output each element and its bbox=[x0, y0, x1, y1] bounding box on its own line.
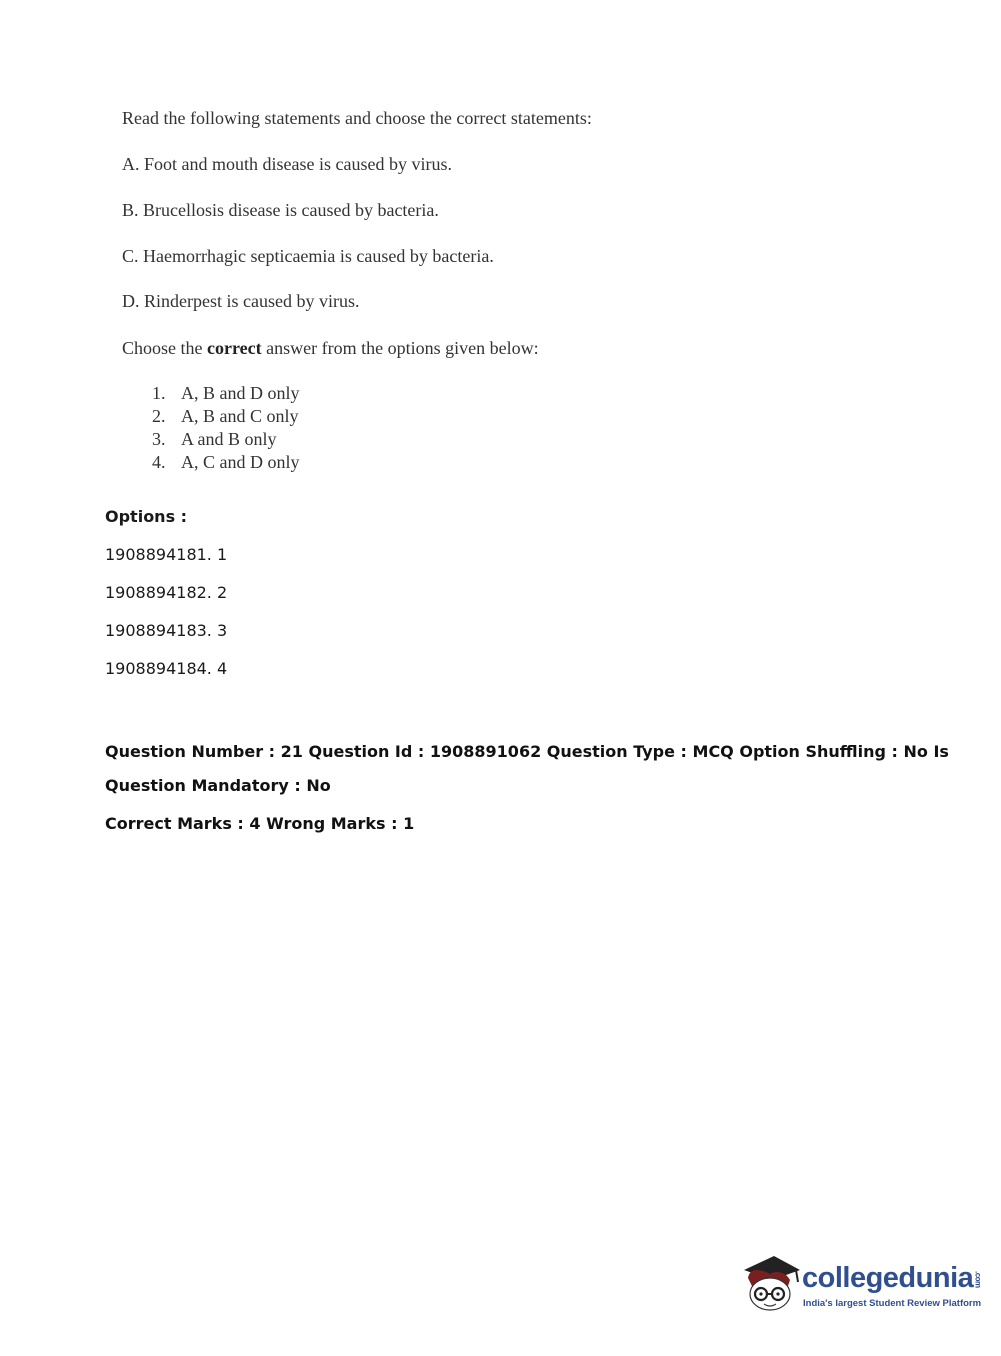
mascot-icon bbox=[740, 1248, 802, 1314]
question-meta-line2: Question Mandatory : No bbox=[105, 776, 331, 795]
statement-c: C. Haemorrhagic septicaemia is caused by bacteria. bbox=[122, 246, 494, 266]
choice-4: 4. A, C and D only bbox=[152, 452, 300, 472]
option-item-3: 1908894183. 3 bbox=[105, 621, 228, 640]
logo-tagline: India's largest Student Review Platform bbox=[803, 1298, 982, 1309]
option-item-4: 1908894184. 4 bbox=[105, 659, 228, 678]
option-item-2: 1908894182. 2 bbox=[105, 583, 228, 602]
choice-3: 3. A and B only bbox=[152, 429, 277, 449]
options-heading: Options : bbox=[105, 507, 188, 526]
statement-d: D. Rinderpest is caused by virus. bbox=[122, 291, 360, 311]
question-meta-line1: Question Number : 21 Question Id : 1908891062 Question Type : MCQ Option Shuffling : No Is bbox=[105, 742, 949, 761]
question-intro: Read the following statements and choose the correct statements: bbox=[122, 108, 592, 128]
choose-instruction: Choose the correct answer from the options given below: bbox=[122, 338, 539, 358]
option-item-1: 1908894181. 1 bbox=[105, 545, 228, 564]
logo-wordmark: collegedunia.com bbox=[802, 1262, 983, 1294]
question-meta-line3: Correct Marks : 4 Wrong Marks : 1 bbox=[105, 814, 415, 833]
choice-1: 1. A, B and D only bbox=[152, 383, 300, 403]
statement-b: B. Brucellosis disease is caused by bacteria. bbox=[122, 200, 439, 220]
statement-a: A. Foot and mouth disease is caused by virus. bbox=[122, 154, 452, 174]
choice-2: 2. A, B and C only bbox=[152, 406, 299, 426]
logo-domain-suffix: .com bbox=[973, 1271, 983, 1288]
collegedunia-logo bbox=[740, 1248, 983, 1318]
